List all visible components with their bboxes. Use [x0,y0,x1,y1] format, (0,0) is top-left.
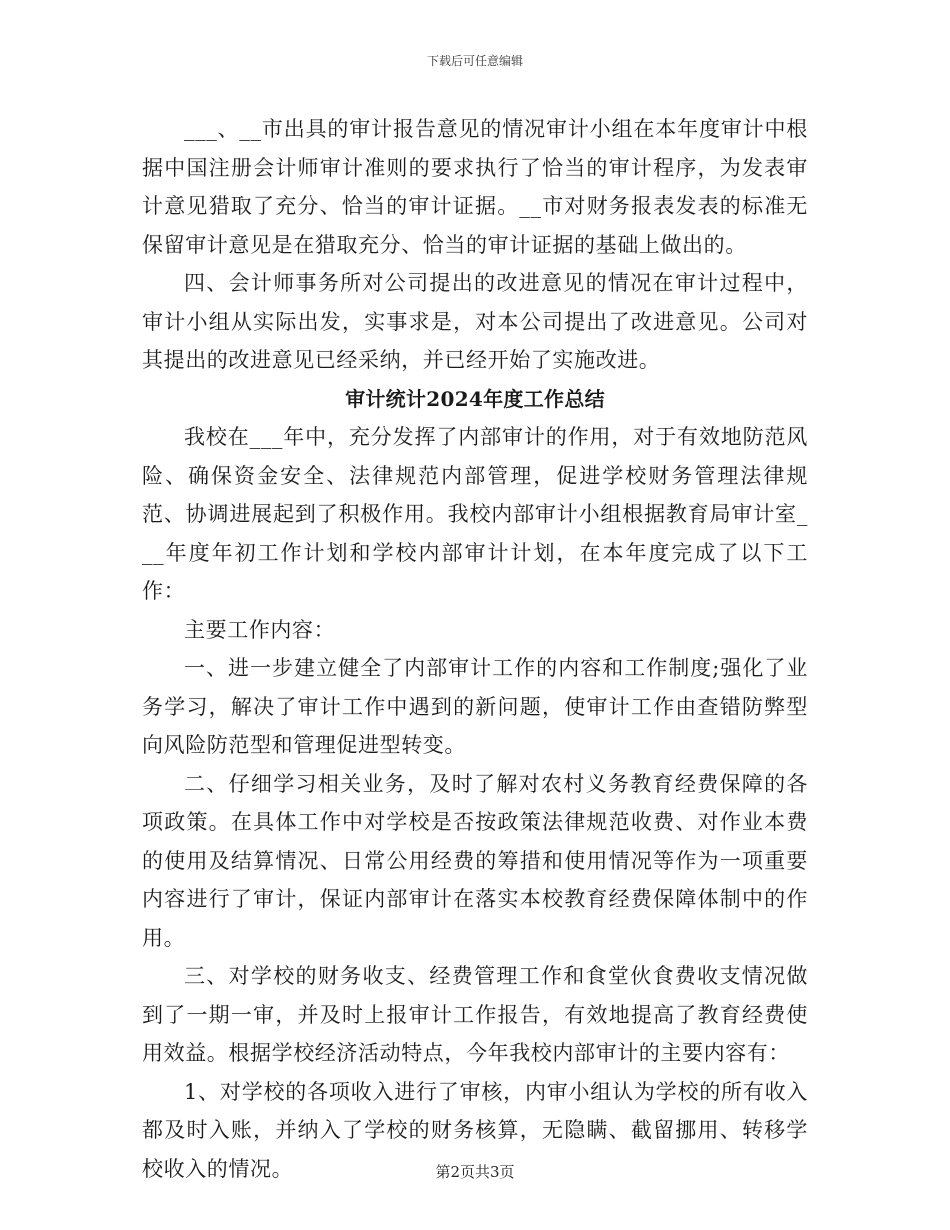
paragraph-item-two: 二、仔细学习相关业务，及时了解对农村义务教育经费保障的各项政策。在具体工作中对学校是否按政策法律规范收费、对作业本费的使用及结算情况、日常公用经费的筹措和使用情况等作为一项重要内容进行了审计，保证内部审计在落实本校教育经费保障体制中的作用。 [142,771,808,950]
page-header: 下载后可任意编辑 [426,54,523,68]
page-footer: 第2页共3页 [435,1163,515,1181]
paragraph-subitem-one: 1、对学校的各项收入进行了审核，内审小组认为学校的所有收入都及时入账，并纳入了学校的财务核算，无隐瞒、截留挪用、转移学校收入的情况。 [142,1079,808,1181]
paragraph-item-three: 三、对学校的财务收支、经费管理工作和食堂伙食费收支情况做到了一期一审，并及时上报审计工作报告，有效地提高了教育经费使用效益。根据学校经济活动特点，今年我校内部审计的主要内容有： [142,964,808,1065]
document-body [142,110,808,1188]
paragraph-item-one: 一、进一步建立健全了内部审计工作的内容和工作制度;强化了业务学习，解决了审计工作中遇到的新问题，使审计工作由查错防弊型向风险防范型和管理促进型转变。 [142,656,808,757]
paragraph-intro: 我校在___年中，充分发挥了内部审计的作用，对于有效地防范风险、确保资金安全、法律规范内部管理，促进学校财务管理法律规范、协调进展起到了积极作用。我校内部审计小组根据教育局审计室___年度年初工作计划和学校内部审计计划，在本年度完成了以下工作： [142,425,808,603]
section-title: 审计统计2024年度工作总结 [345,386,605,411]
paragraph-audit-opinion: ___、__市出具的审计报告意见的情况审计小组在本年度审计中根据中国注册会计师审计准则的要求执行了恰当的审计程序，为发表审计意见猎取了充分、恰当的审计证据。__市对财务报表发表的标准无保留审计意见是在猎取充分、恰当的审计证据的基础上做出的。 [142,117,808,257]
paragraph-main-content: 主要工作内容： [184,617,336,642]
paragraph-improvement: 四、会计师事务所对公司提出的改进意见的情况在审计过程中，审计小组从实际出发，实事求是，对本公司提出了改进意见。公司对其提出的改进意见已经采纳，并已经开始了实施改进。 [142,271,808,372]
